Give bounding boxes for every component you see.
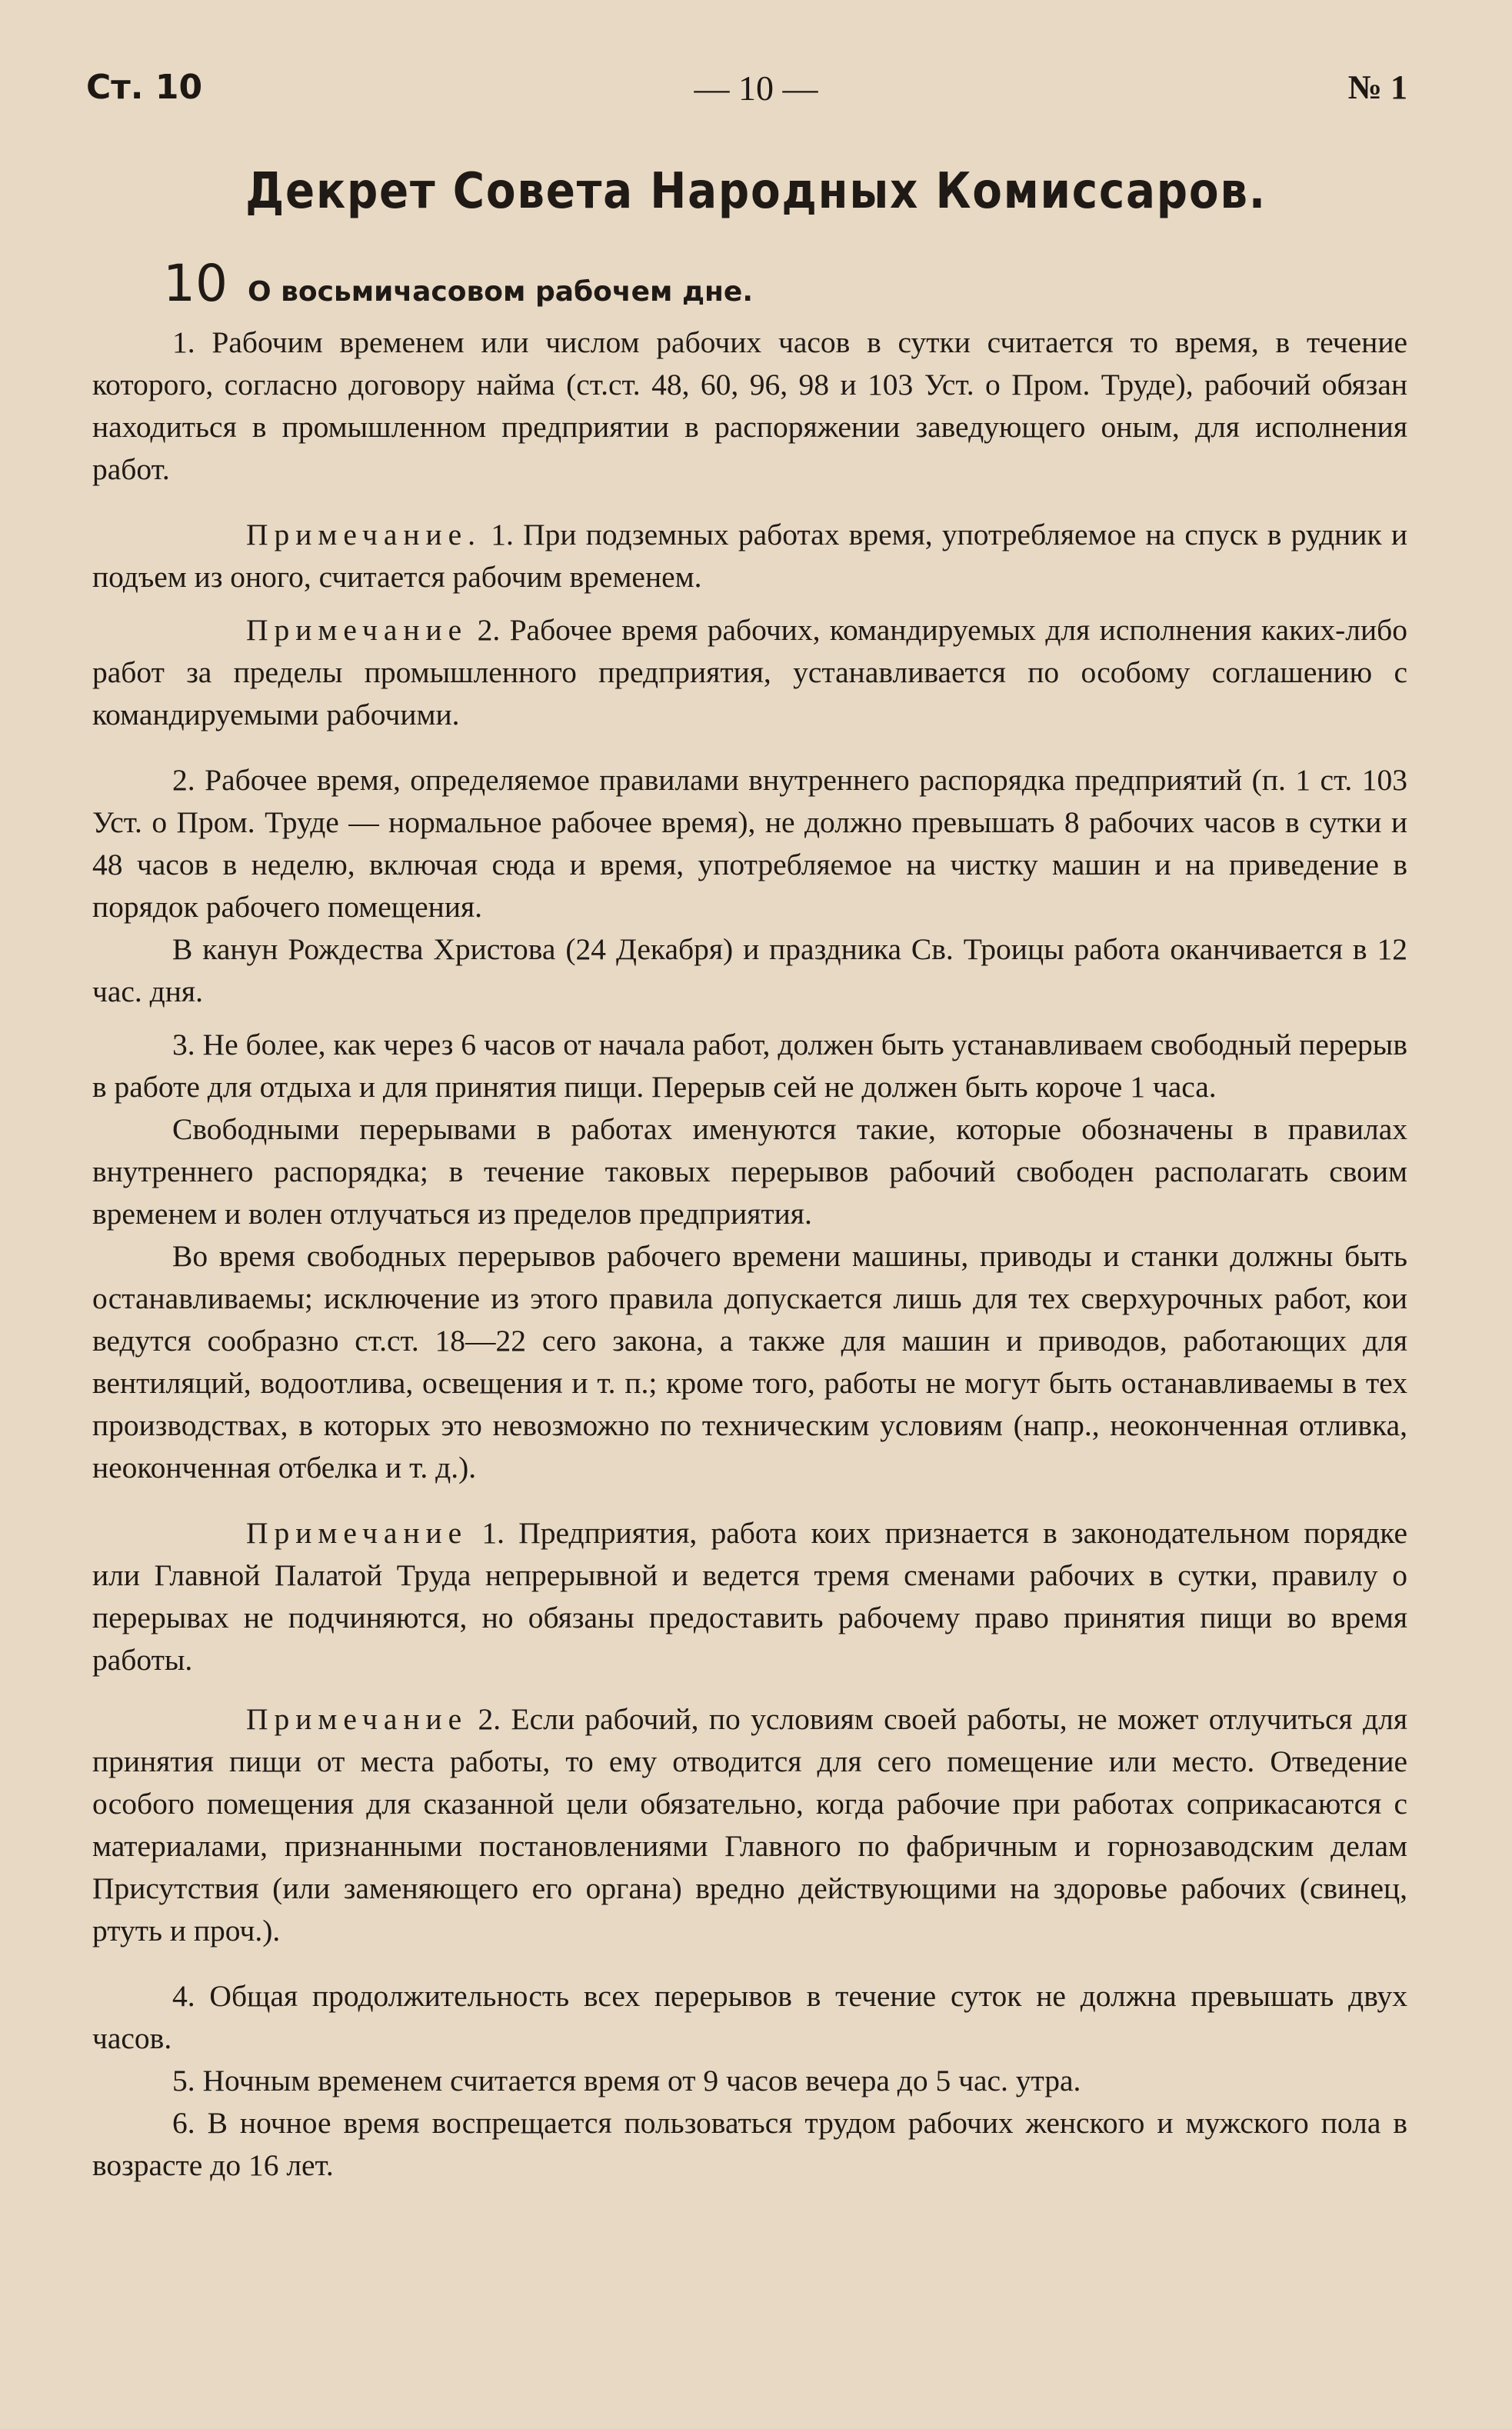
body-paragraph [92, 928, 1407, 1013]
decree-title: Декрет Совета Народных Комиссаров. [245, 163, 1267, 220]
paragraph-text: В канун Рождества Христова (24 Декабря) и праздника Св. Троицы работа оканчивается в 12 час. дня. [92, 932, 1407, 1008]
body-paragraph [92, 1235, 1407, 1489]
note-paragraph [92, 514, 1407, 598]
paragraph-text: 2. Рабочее время, определяемое правилами внутреннего распорядка предприятий (п. 1 ст. 103 Уст. о Пром. Труде — нормальное рабочее время), не должно превышать 8 рабочих часов в сутки и 48 часов в неделю, включая сюда и время, употребляемое на чистку машин и на приведение в порядок рабочего помещения. [92, 763, 1407, 924]
note-label: Примечание [246, 1702, 468, 1736]
body-paragraph [92, 2102, 1407, 2187]
body-paragraph [92, 1975, 1407, 2060]
page-number: — 10 — [694, 68, 818, 108]
paragraph-text: 4. Общая продолжительность всех перерывов в течение суток не должна превышать двух часов. [92, 1979, 1407, 2055]
note-paragraph [92, 1698, 1407, 1952]
paragraph-text: Во время свободных перерывов рабочего времени машины, приводы и станки должны быть останавливаемы; исключение из этого правила допускается лишь для тех сверхурочных работ, кои ведутся сообразно ст.ст. 18—22 сего закона, а также для машин и приводов, работающих для вентиляций, водоотлива, освещения и т. п.; кроме того, работы не могут быть останавливаемы в тех производствах, в которых это невозможно по техническим условиям (напр., неоконченная отливка, неоконченная отбелка и т. д.). [92, 1239, 1407, 1484]
paragraph-text: 1. Предприятия, работа коих признается в законодательном порядке или Главной Палатой Труда непрерывной и ведется тремя сменами рабочих в сутки, правилу о перерывах не подчиняются, но обязаны предоставить рабочему право принятия пищи во время работы. [92, 1516, 1407, 1677]
section-title: О восьмичасовом рабочем дне. [247, 276, 754, 308]
note-paragraph [92, 1512, 1407, 1681]
decree-body [92, 322, 1407, 2187]
note-paragraph [92, 609, 1407, 736]
body-paragraph [92, 1024, 1407, 1108]
body-paragraph [92, 2060, 1407, 2102]
paragraph-text: 6. В ночное время воспрещается пользоваться трудом рабочих женского и мужского пола в возрасте до 16 лет. [92, 2106, 1407, 2182]
paragraph-text: 1. Рабочим временем или числом рабочих часов в сутки считается то время, в течение которого, согласно договору найма (ст.ст. 48, 60, 96, 98 и 103 Уст. о Пром. Труде), рабочий обязан находиться в промышленном предприятии в распоряжении заведующего оным, для исполнения работ. [92, 325, 1407, 486]
section-number: 10 [163, 254, 228, 313]
section-heading [163, 254, 753, 313]
paragraph-text: 5. Ночным временем считается время от 9 часов вечера до 5 час. утра. [172, 2064, 1081, 2097]
body-paragraph [92, 759, 1407, 928]
paragraph-text: Свободными перерывами в работах именуются такие, которые обозначены в правилах внутреннего распорядка; в течение таковых перерывов рабочий свободен располагать своим временем и волен отлучаться из пределов предприятия. [92, 1112, 1407, 1231]
body-paragraph [92, 322, 1407, 491]
paragraph-text: 2. Рабочее время рабочих, командируемых для исполнения каких-либо работ за пределы промышленного предприятия, устанавливается по особому соглашению с командируемыми рабочими. [92, 613, 1407, 731]
paragraph-text: 2. Если рабочий, по условиям своей работы, не может отлучиться для принятия пищи от места работы, то ему отводится для сего помещение или место. Отведение особого помещения для сказанной цели обязательно, когда рабочие при работах соприкасаются с материалами, признанными постановлениями Главного по фабричным и горнозаводским делам Присутствия (или заменяющего его органа) вредно действующими на здоровье рабочих (свинец, ртуть и проч.). [92, 1702, 1407, 1948]
article-number: Ст. 10 [86, 68, 203, 107]
paragraph-text: 1. При подземных работах время, употребляемое на спуск в рудник и подъем из оного, считается рабочим временем. [92, 518, 1407, 594]
body-paragraph [92, 1108, 1407, 1235]
issue-number: № 1 [1347, 68, 1407, 106]
note-label: Примечание. [246, 518, 482, 551]
paragraph-text: 3. Не более, как через 6 часов от начала работ, должен быть устанавливаем свободный перерыв в работе для отдыха и для принятия пищи. Перерыв сей не должен быть короче 1 часа. [92, 1028, 1407, 1104]
note-label: Примечание [246, 613, 468, 647]
note-label: Примечание [246, 1516, 468, 1550]
